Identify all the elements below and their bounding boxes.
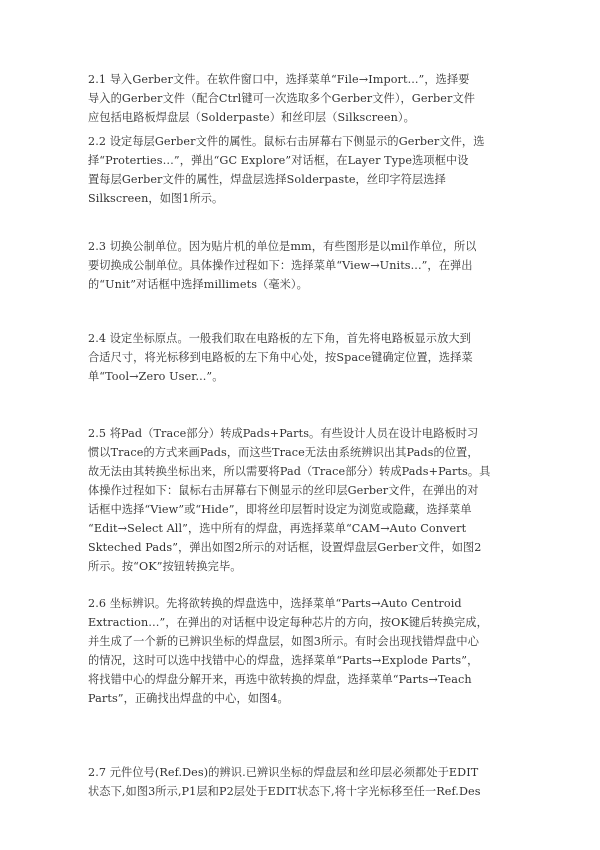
text-line: 择“Proterties…”，弹出“GC Explore”对话框，在Layer Type选项框中设 xyxy=(88,154,469,167)
text-line: 的情况，这时可以选中找错中心的焊盘，选择菜单“Parts→Explode Parts”， xyxy=(88,654,479,667)
text-line: 并生成了一个新的已辨识坐标的焊盘层，如图3所示。有时会出现找错焊盘中心 xyxy=(88,635,479,648)
text-line: 2.7 元件位号(Ref.Des)的辨识.已辨识坐标的焊盘层和丝印层必须都处于EDIT xyxy=(88,766,479,779)
text-line: 2.5 将Pad（Trace部分）转成Pads+Parts。有些设计人员在设计电路板时习 xyxy=(88,427,479,440)
text-line: 应包括电路板焊盘层（Solderpaste）和丝印层（Silkscreen）。 xyxy=(88,111,415,124)
text-line: Parts”，正确找出焊盘的中心，如图4。 xyxy=(88,692,289,705)
text-line: 体操作过程如下：鼠标右击屏幕右下侧显示的丝印层Gerber文件，在弹出的对 xyxy=(88,484,479,497)
text-line: 导入的Gerber文件（配合Ctrl键可一次选取多个Gerber文件），Gerber文件 xyxy=(88,92,476,105)
text-line: 惯以Trace的方式来画Pads，而这些Trace无法由系统辨识出其Pads的位置， xyxy=(88,446,479,459)
text-line: 2.4 设定坐标原点。一般我们取在电路板的左下角，首先将电路板显示放大到 xyxy=(88,332,471,345)
text-line: 话框中选择“View”或“Hide”，即将丝印层暂时设定为浏览或隐藏，选择菜单 xyxy=(88,503,472,516)
text-line: Silkscreen，如图1所示。 xyxy=(88,192,224,205)
paragraph-2-2-layer-properties xyxy=(88,132,520,208)
paragraph-2-5-convert-pads xyxy=(88,424,520,576)
text-line: 置每层Gerber文件的属性，焊盘层选择Solderpaste，丝印字符层选择 xyxy=(88,173,446,186)
text-line: 合适尺寸，将光标移到电路板的左下角中心处，按Space键确定位置，选择菜 xyxy=(88,351,473,364)
text-line: Extraction…”，在弹出的对话框中设定每种芯片的方向，按OK键后转换完成， xyxy=(88,616,488,629)
text-line: 故无法由其转换坐标出来，所以需要将Pad（Trace部分）转成Pads+Parts。具 xyxy=(88,465,491,478)
text-line: 2.2 设定每层Gerber文件的属性。鼠标右击屏幕右下侧显示的Gerber文件，选 xyxy=(88,135,485,148)
text-line: 所示。按“OK”按钮转换完毕。 xyxy=(88,560,242,573)
text-line: 状态下,如图3所示,P1层和P2层处于EDIT状态下,将十字光标移至任一Ref.Des xyxy=(88,785,481,798)
text-line: Skteched Pads”，弹出如图2所示的对话框，设置焊盘层Gerber文件，如图2 xyxy=(88,541,482,554)
text-line: 2.3 切换公制单位。因为贴片机的单位是mm，有些图形是以mil作单位，所以 xyxy=(88,240,477,253)
text-line: 单“Tool→Zero User...”。 xyxy=(88,370,224,383)
paragraph-2-3-metric-units xyxy=(88,237,520,294)
paragraph-2-1-import-gerber xyxy=(88,70,520,127)
paragraph-2-6-coordinate-recognition xyxy=(88,594,520,708)
text-line: 2.6 坐标辨识。先将欲转换的焊盘选中，选择菜单“Parts→Auto Centroid xyxy=(88,597,462,610)
text-line: 要切换成公制单位。具体操作过程如下：选择菜单“View→Units...”，在弹出 xyxy=(88,259,473,272)
text-line: 的“Unit”对话框中选择millimets（毫米）。 xyxy=(88,278,308,291)
text-line: 将找错中心的焊盘分解开来，再选中欲转换的焊盘，选择菜单“Parts→Teach xyxy=(88,673,472,686)
text-line: “Edit→Select All”，选中所有的焊盘，再选择菜单“CAM→Auto Convert xyxy=(88,522,467,535)
paragraph-2-4-origin xyxy=(88,329,520,386)
text-line: 2.1 导入Gerber文件。在软件窗口中，选择菜单“File→Import...”，选择要 xyxy=(88,73,470,86)
paragraph-2-7-ref-des xyxy=(88,763,520,801)
